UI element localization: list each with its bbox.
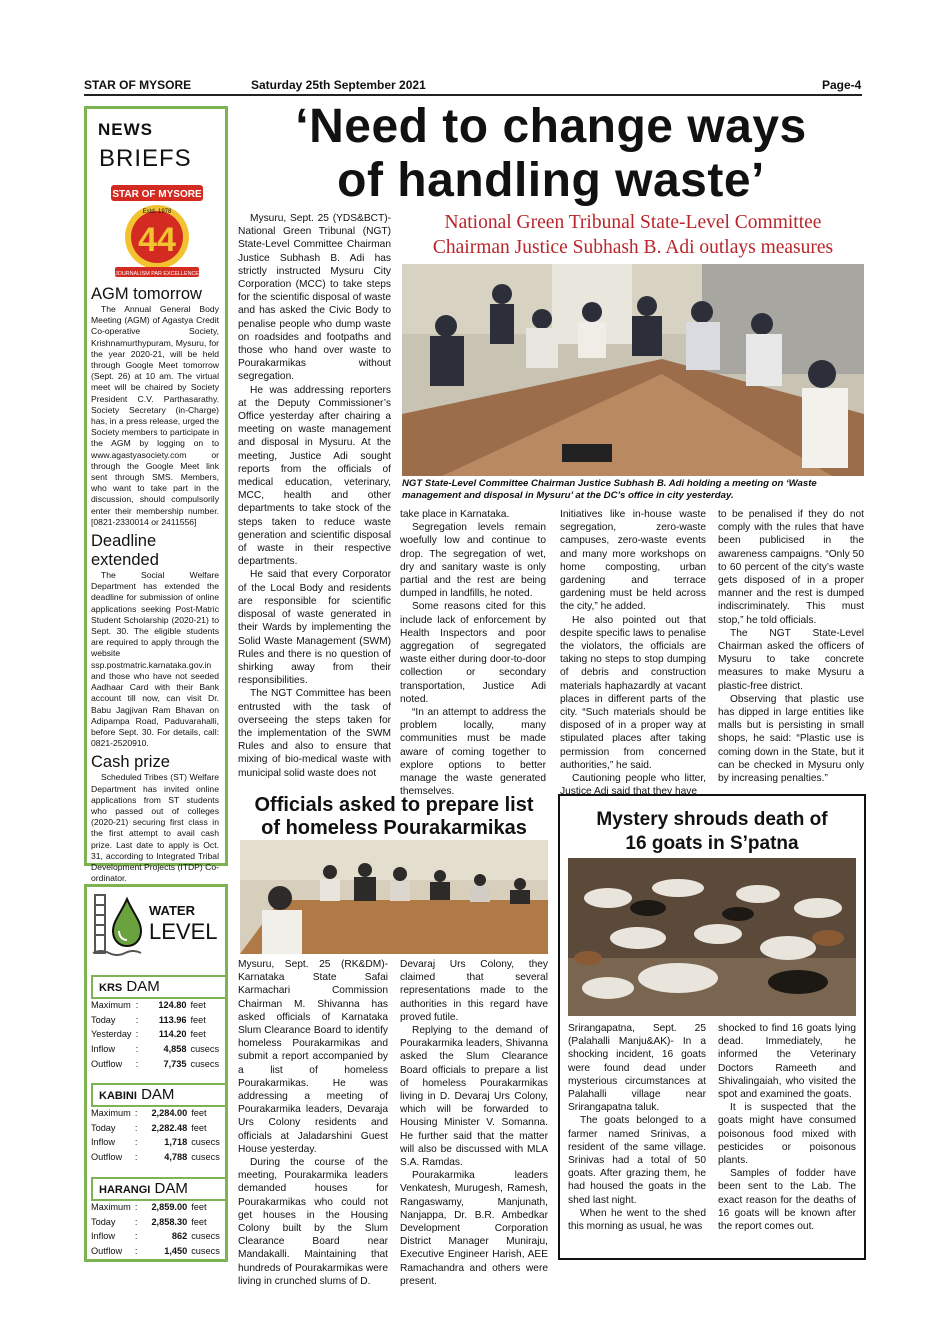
dam-name: DAM [126,978,160,995]
dam-header-harangi [91,1177,225,1201]
paragraph: During the course of the meeting, Pourakarmika leaders demanded houses for Pourakarmikas who could not get houses in the Housing Colony built by the Slum Clearance Board near Mandakalli. Maintaining that hundreds of Pourakarmikas were living in crunched slums of D. [238,1157,388,1287]
paragraph: Segregation levels remain woefully low and continue to drop. The segregation of wet, dry and sanitary waste is only partial and the rest are being dumped in landfills, he noted. [400,522,546,600]
logo-motto: JOURNALISM PAR EXCELLENCE [114,271,200,277]
story2-headline-line: of homeless Pourakarmikas [261,817,527,839]
dam-prefix: KRS [99,982,123,994]
paragraph: It is suspected that the goats might have consumed poisonous food mixed with pesticides or poisonous plants. [718,1102,856,1167]
paragraph: Mysuru, Sept. 25 (YDS&BCT)- National Green Tribunal (NGT) State-Level Committee Chairman Justice Subhash B. Adi has strictly instructed Mysuru City Corporation (MCC) to take steps for the scientific disposal of waste and has asked the Civic Body to penalise people who dump waste on roadsides and footpaths and those who hand over waste to Pourakarmikas without segregation. [238,213,391,383]
paragraph: The NGT State-Level Chairman asked the officers of Mysuru to take concrete measures to make Mysuru a plastic-free district. [718,627,864,692]
brief-heading: Cash prize [91,753,170,772]
main-col-4 [718,508,864,785]
table-row: Inflow : 1,718 cusecs [91,1137,220,1148]
main-col-1 [238,212,391,782]
logo-number: 44 [138,221,176,259]
header-rule [84,94,862,96]
table-row: Maximum : 2,859.00 feet [91,1202,207,1213]
table-row: Outflow : 4,788 cusecs [91,1152,220,1163]
story3-headline [560,808,864,856]
water-drop-icon [91,891,149,957]
news-briefs-title: NEWS [98,120,153,139]
dam-table-kabini [91,1106,225,1164]
brief-body: Scheduled Tribes (ST) Welfare Department has invited online applications from ST students who passed out of colleges (2020-21) securing first class in the first attempt to avail cash prize. Last date to apply is Oct. 31, according to Integrated Tribal Development Projects (ITDP) Co-ordinator. [91,772,219,884]
logo-top-text: STAR OF MYSORE [112,189,202,200]
paragraph: Devaraj Urs Colony, they claimed that several representations made to the authorities in this regard have proved futile. [400,959,548,1023]
main-headline [238,100,864,208]
table-row: Today : 113.96 feet [91,1014,206,1025]
paragraph: Mysuru, Sept. 25 (RK&DM)- Karnataka State Safai Karmachari Commission Chairman M. Shivanna has asked officials of Karnataka Slum Clearance Board to identify homeless Pourakarmikas and submit a report accompanied by a list of homeless Pourakarmikas. He was addressing a meeting of Pourakarmika leaders, Devaraja Urs Colony residents and officials at Jaladarshini Guest House yesterday. [238,959,388,1155]
dam-prefix: KABINI [99,1090,137,1102]
brief-body: The Social Welfare Department has extended the deadline for submission of online applications seeking Post-Matric Student Scholarship (2020-21) to Sept. 30. The eligible students are required to apply through the website ssp.postmatric.karnataka.gov.in and those who have not seeded Aadhaar Card with their Bank account till now, can visit Dr. Babu Jagjivan Ram Bhavan on Adipampa Road, Paduvarahalli, before Sept. 30. For details, call: 0821-2520910. [91,570,219,749]
story3-headline-line: Mystery shrouds death of [596,809,828,830]
table-row: Yesterday : 114.20 feet [91,1029,206,1040]
story2-headline-line: Officials asked to prepare list [254,794,534,816]
paragraph: shocked to find 16 goats lying dead. Immediately, he informed the Veterinary Doctors Rameeth and Shivalingaiah, who visited the spot and examined the goats. [718,1023,856,1101]
paragraph: He was addressing reporters at the Deputy Commissioner’s Office yesterday after chairing a meeting on waste management and disposal in Mysuru. At the meeting, Justice Adi sought reports from the officials of medical education, veterinary, MCC, health and other departments to take stock of the steps taken to reduce waste generation and scientific disposal of waste in their respective departments. [238,384,391,568]
table-row: Today : 2,282.48 feet [91,1122,207,1133]
main-col-3 [560,508,706,798]
table-row: Maximum : 2,284.00 feet [91,1108,207,1119]
main-subhead-line: Chairman Justice Subhash B. Adi outlays measures [432,237,834,258]
paragraph: The goats belonged to a farmer named Srinivas, a resident of the same village. Srinivas had a total of 50 goats. After grazing them, he had housed the goats in the shed last night. [568,1115,706,1206]
paragraph: The NGT Committee has been entrusted with the task of overseeing the steps taken for the implementation of the SWM Rules and also to ensure that mixing of bio-medical waste with municipal solid waste does not [238,688,391,779]
paragraph: Cautioning people who litter, Justice Adi said that they have [560,773,706,798]
story3-box [558,794,866,1260]
dam-header-kabini [91,1083,225,1107]
logo-estd: Estd. 1978 [142,209,172,215]
paragraph: “In an attempt to address the problem locally, many communities must be made aware of coming together to explore options to better manage the waste generated themselves. [400,707,546,798]
paragraph: Pourakarmika leaders Venkatesh, Murugesh, Ramesh, Rangaswamy, Manjunath, Nanjappa, Dr. B.R. Ambedkar Development Corporation District Manager Muniraju, Executive Engineer Harish, AEE Ramachandra and others were present. [400,1170,548,1287]
story2-col-2 [400,958,548,1287]
table-row: Outflow : 1,450 cusecs [91,1246,220,1257]
news-briefs-subtitle: BRIEFS [99,145,192,172]
page-number: Page-4 [822,78,862,92]
main-subhead [402,210,864,260]
water-level-subtitle: LEVEL [149,919,218,944]
paragraph: take place in Karnataka. [400,509,510,520]
news-briefs-box [84,106,228,884]
story2-photo [240,840,548,954]
brief-heading: Deadline extended [91,532,159,570]
paragraph: to be penalised if they do not comply with the rules that have been publicised in the awareness campaigns. “Only 50 to 60 percent of the city’s waste gets disposed of in a proper manner and the rest is dumped indiscriminately. This must stop,” he told officials. [718,509,864,626]
news-briefs-list [91,283,219,884]
paragraph: He also pointed out that despite specific laws to penalise the violators, the officials are taking no steps to stop dumping of debris and construction materials haphazardly at vacant places in different parts of the city. “Such materials should be disposed of in a proper way at stipulated places after taking permission from concerned authorities,” he said. [560,614,706,771]
paragraph: Observing that plastic use has dipped in large entities like malls but is persisting in small shops, he said: “Plastic use is coming down in the State, but it can be checked in Mysuru only by increasing penalties.” [718,693,864,785]
table-row: Inflow : 862 cusecs [91,1231,220,1242]
paper-name: STAR OF MYSORE [84,78,192,92]
dam-table-harangi [91,1200,225,1258]
main-headline-line: ‘Need to change ways [295,100,807,153]
dam-table-krs [91,998,225,1071]
dam-header-krs [91,975,225,999]
table-row: Inflow : 4,858 cusecs [91,1044,220,1055]
dam-prefix: HARANGI [99,1184,151,1196]
story3-col-1 [568,1022,706,1252]
dam-name: DAM [154,1180,188,1197]
dam-name: DAM [141,1086,175,1103]
paragraph: Srirangapatna, Sept. 25 (Palahalli Manju&AK)- In a shocking incident, 16 goats were found dead under mysterious circumstances at Palahalli village near Srirangapatna taluk. [568,1023,706,1114]
issue-date: Saturday 25th September 2021 [251,78,426,92]
paragraph: Samples of fodder have been sent to the Lab. The exact reason for the deaths of 16 goats will be known after the report comes out. [718,1168,856,1233]
story3-headline-line: 16 goats in S’patna [625,833,799,854]
main-col-2 [400,508,546,798]
story3-col-2 [718,1022,856,1252]
main-photo-caption: NGT State-Level Committee Chairman Justice Subhash B. Adi holding a meeting on ‘Waste management and disposal in Mysuru’ at the DC’s office in city yesterday. [402,478,817,501]
story2-headline [238,794,550,840]
dead-goats-photo [568,858,856,1016]
paragraph: Initiatives like in-house waste segregation, zero-waste campuses, zero-waste events and many more workshops on home composting, urban gardening and terrace gardening must be held across the city,” he added. [560,509,706,613]
paragraph: Some reasons cited for this include lack of enforcement by Health Inspectors and poor aggregation of segregated waste either during door-to-door collection or secondary transportation, Justice Adi noted. [400,601,546,705]
paragraph: He said that every Corporator of the Local Body and residents are responsible for scientific disposal of waste generated in their Wards by implementing the Solid Waste Management (SWM) Rules and there is no question of shirking away from their responsibilities. [238,569,391,687]
main-headline-line: of handling waste’ [337,154,765,207]
main-subhead-line: National Green Tribunal State-Level Committee [444,212,822,233]
meeting-photo [402,264,864,476]
paragraph: When he went to the shed this morning as usual, he was [568,1207,706,1233]
table-row: Today : 2,858.30 feet [91,1216,207,1227]
story2-col-1 [238,958,388,1287]
star-of-mysore-logo [109,181,205,281]
brief-heading: AGM tomorrow [91,285,202,303]
water-level-title: WATER [149,903,195,918]
table-row: Maximum : 124.80 feet [91,1000,206,1011]
brief-body: The Annual General Body Meeting (AGM) of Agastya Credit Co-operative Society, Krishnamurthypuram, Mysuru, for the year 2020-21, will be held through Google Meet tomorrow (Sept. 26) at 10 am. The virtual meet will be chaired by Society President C.V. Parthasarathy. Society Secretary (in-Charge) has, in a press release, urged the Society members to participate in the AGM by logging on to www.agastyasociety.com or through the Google Meet link sent through SMS. Members, who want to take part in the discussion, should compulsorily enter their membership number. [0821-2330014 or 2411556] [91,304,219,527]
paragraph: Replying to the demand of Pourakarmika leaders, Shivanna asked the Slum Clearance Board officials to prepare a list of homeless Pourakarmikas living in D. Devaraj Urs Colony, which will be forwarded to Housing Minister V. Somanna. He further said that the matter will also be discussed with MLA S.A. Ramdas. [400,1025,548,1169]
water-level-box [84,884,228,1262]
table-row: Outflow : 7,735 cusecs [91,1058,220,1069]
